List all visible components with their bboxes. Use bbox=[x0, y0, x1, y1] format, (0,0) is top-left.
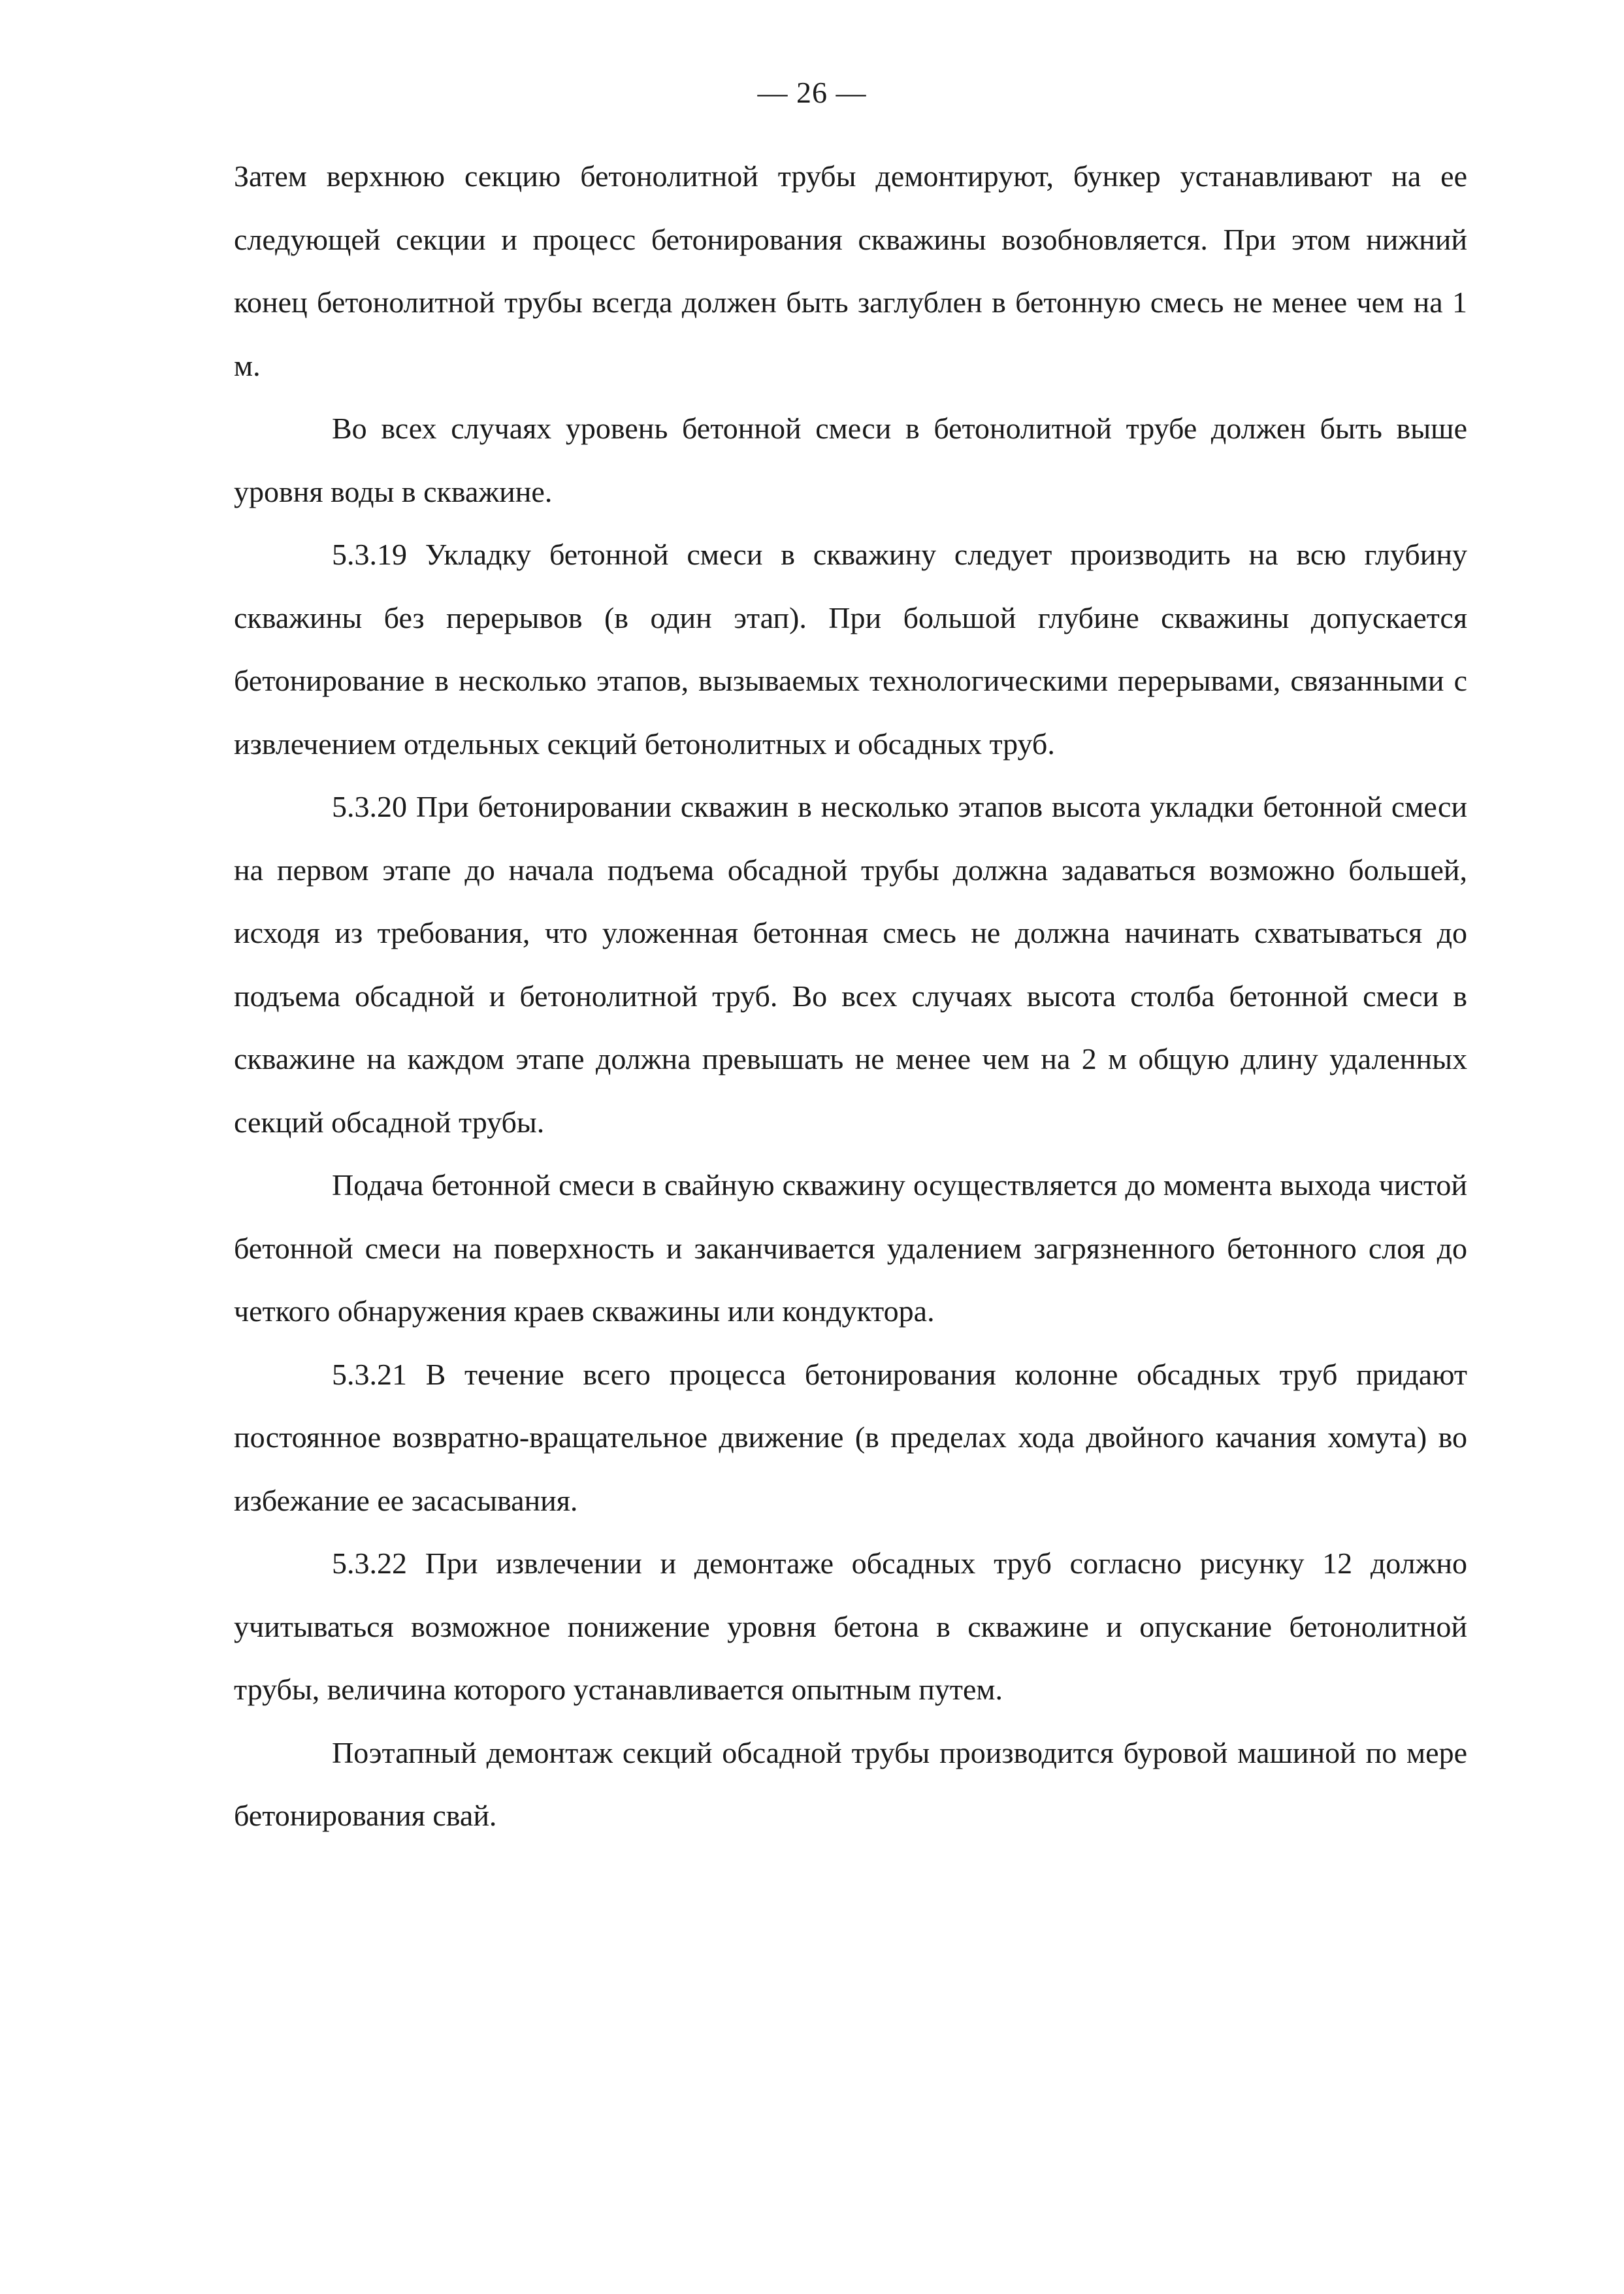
paragraph-concrete-level: Во всех случаях уровень бетонной смеси в бетонолитной трубе должен быть выше уровня воды в скважине. bbox=[234, 412, 1467, 508]
paragraph-5-3-21: 5.3.21 В течение всего процесса бетонирования колонне обсадных труб придают постоянное возвратно-вращательное движение (в пределах хода двойного качания хомута) во избежание ее засасывания. bbox=[234, 1357, 1467, 1517]
body-text bbox=[234, 145, 1467, 1848]
paragraph-dismantling: Поэтапный демонтаж секций обсадной трубы производится буровой машиной по мере бетонирования свай. bbox=[234, 1735, 1467, 1832]
paragraph-5-3-19: 5.3.19 Укладку бетонной смеси в скважину следует производить на всю глубину скважины без перерывов (в один этап). При большой глубине скважины допускается бетонирование в несколько этапов, вызываемых технологическими перерывами, связанными с извлечением отдельных секций бетонолитных и обсадных труб. bbox=[234, 538, 1467, 761]
paragraph-continuation: Затем верхнюю секцию бетонолитной трубы демонтируют, бункер устанавливают на ее следующей секции и процесс бетонирования скважины возобновляется. При этом нижний конец бетонолитной трубы всегда должен быть заглублен в бетонную смесь не менее чем на 1 м. bbox=[234, 159, 1467, 382]
page-number: — 26 — bbox=[757, 76, 867, 109]
paragraph-concrete-supply: Подача бетонной смеси в свайную скважину осуществляется до момента выхода чистой бетонной смеси на поверхность и заканчивается удалением загрязненного бетонного слоя до четкого обнаружения краев скважины или кондуктора. bbox=[234, 1168, 1467, 1328]
paragraph-5-3-20: 5.3.20 При бетонировании скважин в несколько этапов высота укладки бетонной смеси на первом этапе до начала подъема обсадной трубы должна задаваться возможно большей, исходя из требования, что уложенная бетонная смесь не должна начинать схватываться до подъема обсадной и бетонолитной труб. Во всех случаях высота столба бетонной смеси в скважине на каждом этапе должна превышать не менее чем на 2 м общую длину удаленных секций обсадной трубы. bbox=[234, 790, 1467, 1139]
paragraph-5-3-22: 5.3.22 При извлечении и демонтаже обсадных труб согласно рисунку 12 должно учитываться возможное понижение уровня бетона в скважине и опускание бетонолитной трубы, величина которого устанавливается опытным путем. bbox=[234, 1547, 1467, 1706]
